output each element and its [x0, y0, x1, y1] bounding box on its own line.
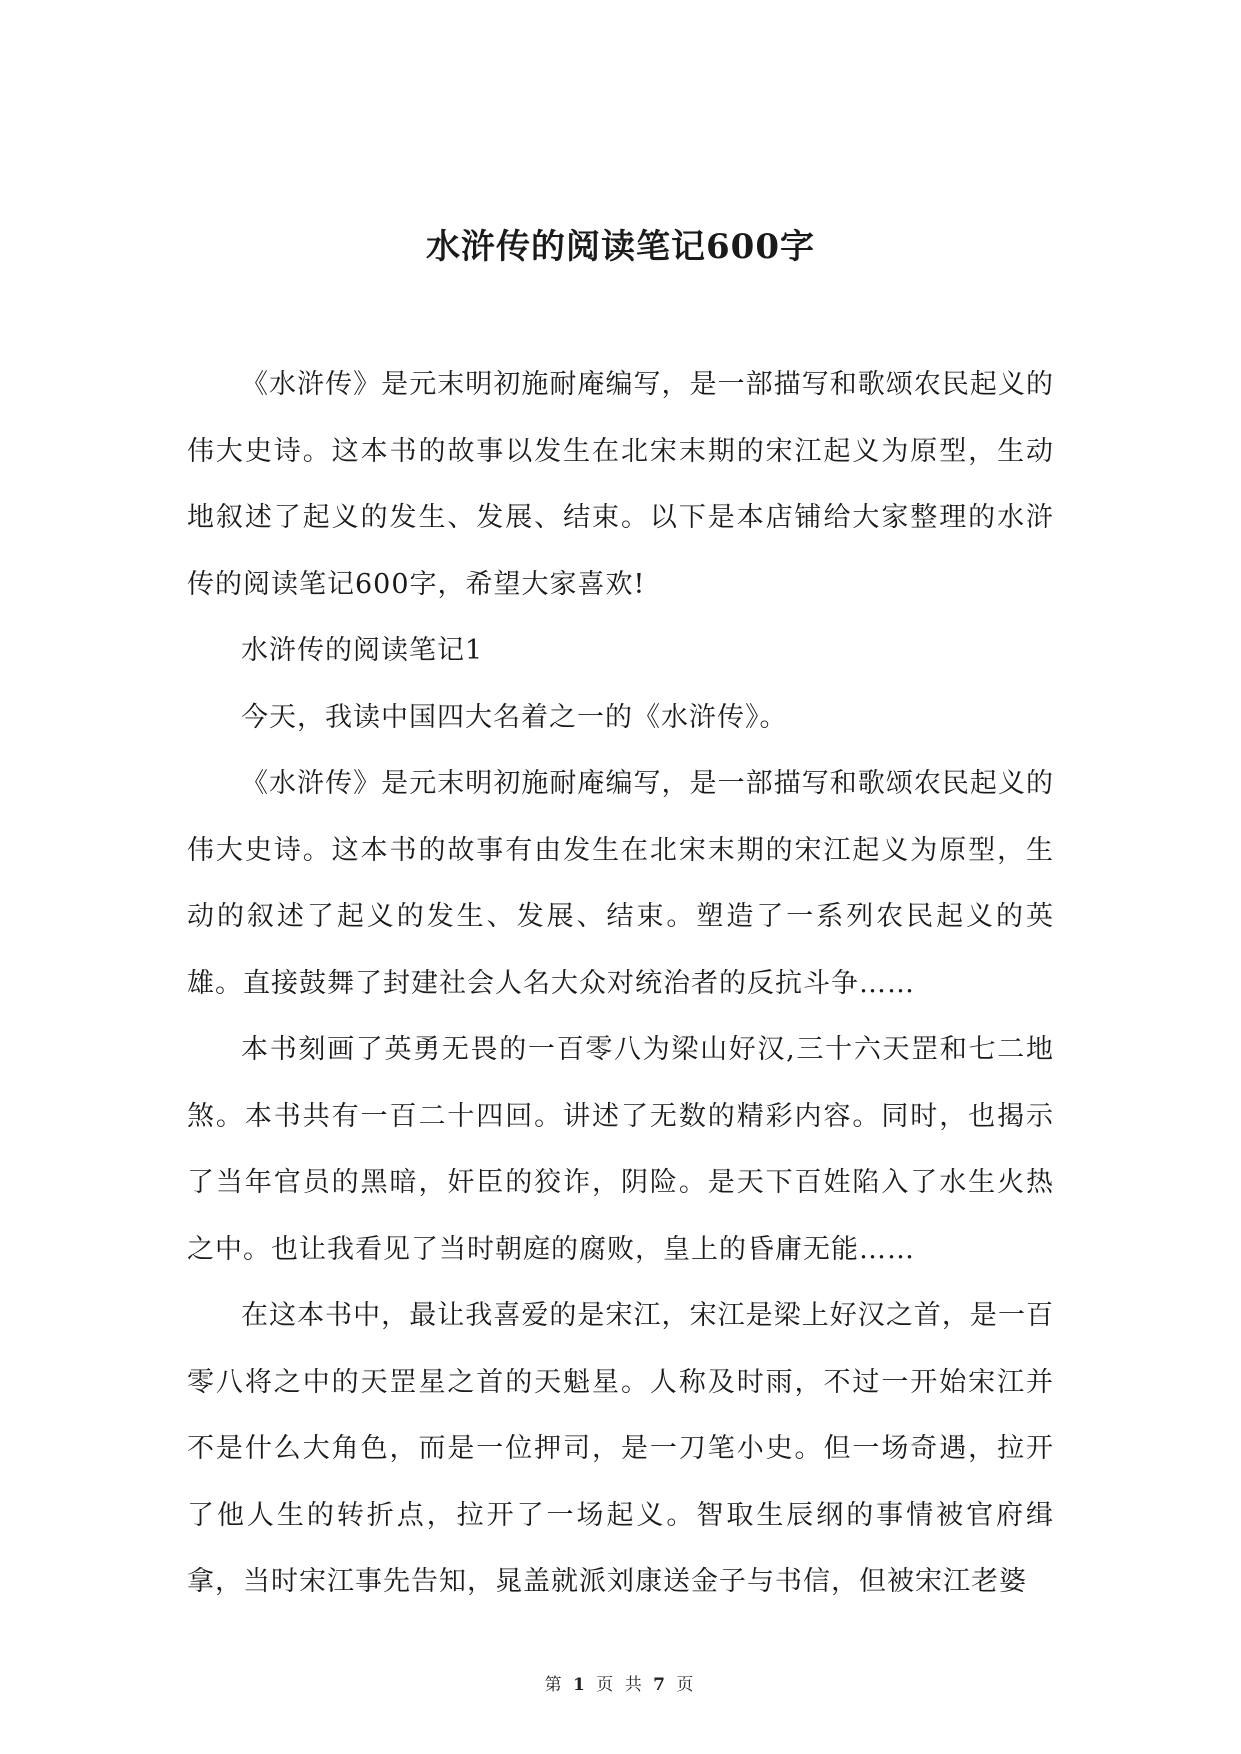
total-page-count: 7 — [653, 1675, 668, 1695]
section-heading: 水浒传的阅读笔记1 — [241, 635, 484, 666]
document-body — [187, 352, 1054, 1616]
paragraph-intro: 《水浒传》是元末明初施耐庵编写，是一部描写和歌颂农民起义的伟大史诗。这本书的故事以发生在北宋末期的宋江起义为原型，生动地叙述了起义的发生、发展、结束。以下是本店铺给大家整理的水浒传的阅读笔记600字，希望大家喜欢! — [187, 369, 1054, 600]
paragraph: 本书刻画了英勇无畏的一百零八为梁山好汉,三十六天罡和七二地煞。本书共有一百二十四回。讲述了无数的精彩内容。同时，也揭示了当年官员的黑暗，奸臣的狡诈，阴险。是天下百姓陷入了水生火热之中。也让我看见了当时朝庭的腐败，皇上的昏庸无能…… — [187, 1034, 1054, 1265]
document-title: 水浒传的阅读笔记600字 — [426, 227, 815, 267]
paragraph: 今天，我读中国四大名着之一的《水浒传》。 — [241, 701, 788, 733]
footer-middle: 页 共 — [596, 1675, 645, 1695]
current-page-number: 1 — [573, 1675, 588, 1695]
paragraph: 《水浒传》是元末明初施耐庵编写，是一部描写和歌颂农民起义的伟大史诗。这本书的故事有由发生在北宋末期的宋江起义为原型，生动的叙述了起义的发生、发展、结束。塑造了一系列农民起义的英雄。直接鼓舞了封建社会人名大众对统治者的反抗斗争…… — [187, 768, 1054, 999]
footer-prefix: 第 — [544, 1675, 565, 1695]
page-footer — [0, 1670, 1241, 1695]
paragraph: 在这本书中，最让我喜爱的是宋江，宋江是梁上好汉之首，是一百零八将之中的天罡星之首的天魁星。人称及时雨，不过一开始宋江并不是什么大角色，而是一位押司，是一刀笔小史。但一场奇遇，拉开了他人生的转折点，拉开了一场起义。智取生辰纲的事情被官府缉拿，当时宋江事先告知，晁盖就派刘康送金子与书信，但被宋江老婆 — [187, 1300, 1054, 1597]
footer-suffix: 页 — [676, 1675, 697, 1695]
